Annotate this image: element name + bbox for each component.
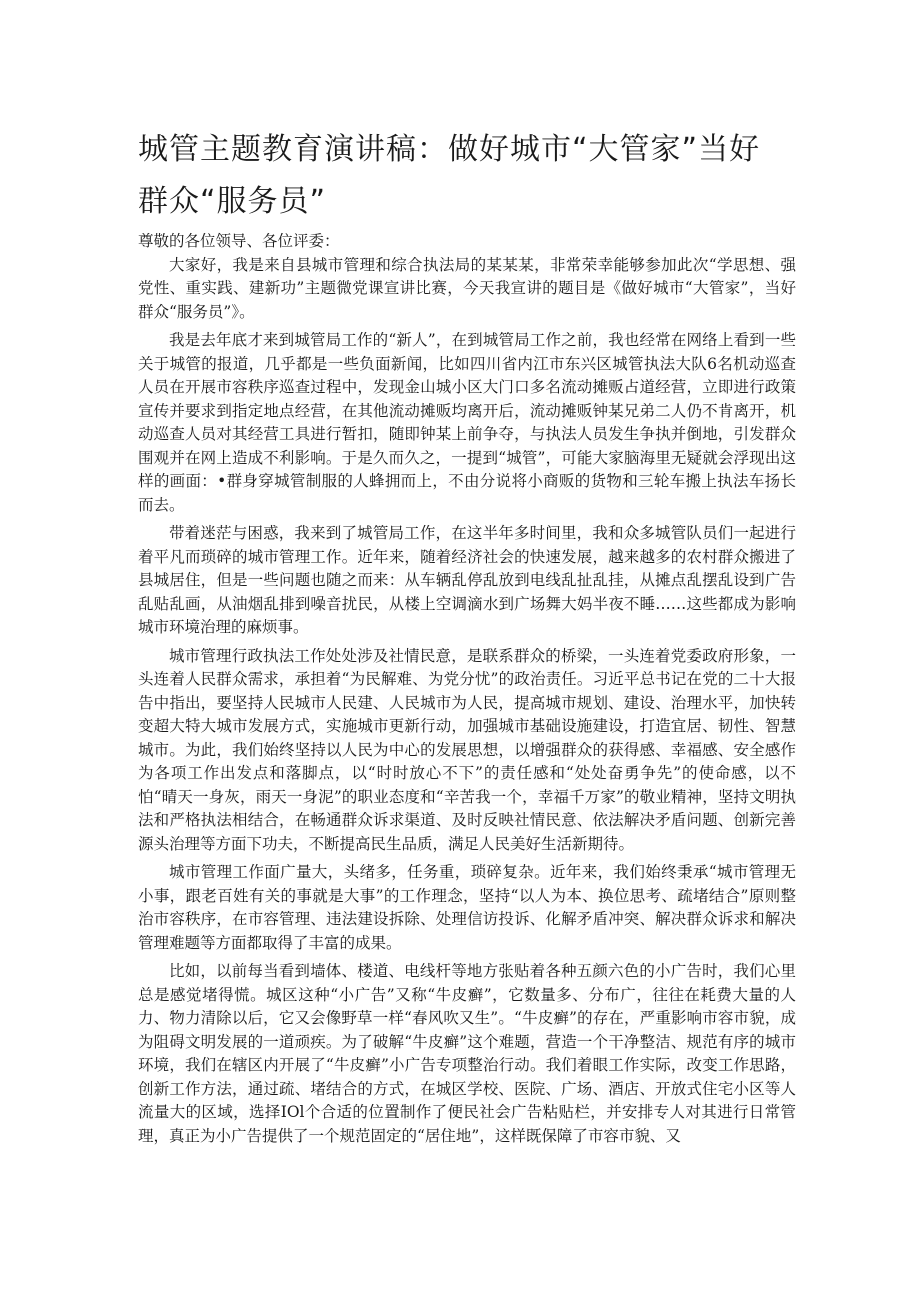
paragraph-work-concept: 城市管理工作面广量大，头绪多，任务重，琐碎复杂。近年来，我们始终秉承“城市管理无小事，跟老百姓有关的事就是大事”的工作理念，坚持“以人为本、换位思考、疏堵结合”原则整治市容秩序，在市容管理、违法建设拆除、处理信访投诉、化解矛盾冲突、解决群众诉求和解决管理难题等方面都取得了丰富的成果。 <box>138 863 796 952</box>
paragraph-example: 比如，以前每当看到墙体、楼道、电线杆等地方张贴着各种五颜六色的小广告时，我们心里总是感觉堵得慌。城区这种“小广告”又称“牛皮癣”，它数量多、分布广，往往在耗费大量的人力、物力清除以后，它又会像野草一样“春风吹又生”。“牛皮癣”的存在，严重影响市容市貌，成为阻碍文明发展的一道顽疾。为了破解“牛皮癣”这个难题，营造一个干净整洁、规范有序的城市环境，我们在辖区内开展了“牛皮癣”小广告专项整治行动。我们着眼工作实际，改变工作思路，创新工作方法，通过疏、堵结合的方式，在城区学校、医院、广场、酒店、开放式住宅小区等人流量大的区域，选择IOl个合适的位置制作了便民社会广告粘贴栏，并安排专人对其进行日常管理，真正为小广告提供了一个规范固定的“居住地”，这样既保障了市容市貌、又 <box>138 962 796 1145</box>
paragraph-background: 我是去年底才来到城管局工作的“新人”，在到城管局工作之前，我也经常在网络上看到一些关于城管的报道，几乎都是一些负面新闻，比如四川省内江市东兴区城管执法大队6名机动巡查人员在开展市容秩序巡查过程中，发现金山城小区大门口多名流动摊贩占道经营，立即进行政策宣传并要求到指定地点经营，在其他流动摊贩均离开后，流动摊贩钟某兄弟二人仍不肯离开，机动巡查人员对其经营工具进行暂扣，随即钟某上前争夺，与执法人员发生争执并倒地，引发群众围观并在网上造成不利影响。于是久而久之，一提到“城管”，可能大家脑海里无疑就会浮现出这样的画面：•群身穿城管制服的人蜂拥而上，不由分说将小商贩的货物和三轮车搬上执法车扬长而去。 <box>138 331 796 514</box>
salutation: 尊敬的各位领导、各位评委： <box>138 232 340 250</box>
paragraph-responsibility: 城市管理行政执法工作处处涉及社情民意，是联系群众的桥梁，一头连着党委政府形象，一头连着人民群众需求，承担着“为民解难、为党分忧”的政治责任。习近平总书记在党的二十大报告中指出，要坚持人民城市人民建、人民城市为人民，提高城市规划、建设、治理水平，加快转变超大特大城市发展方式，实施城市更新行动，加强城市基础设施建设，打造宜居、韧性、智慧城市。为此，我们始终坚持以人民为中心的发展思想，以增强群众的获得感、幸福感、安全感作为各项工作出发点和落脚点，以“时时放心不下”的责任感和“处处奋勇争先”的使命感，以不怕“晴天一身灰，雨天一身泥”的职业态度和“辛苦我一个，幸福千万家”的敬业精神，坚持文明执法和严格执法相结合，在畅通群众诉求渠道、及时反映社情民意、依法解决矛盾问题、创新完善源头治理等方面下功夫，不断提高民生品质，满足人民美好生活新期待。 <box>138 646 796 853</box>
document-body <box>138 230 796 1153</box>
paragraph-opening: 大家好，我是来自县城市管理和综合执法局的某某某，非常荣幸能够参加此次“学思想、强党性、重实践、建新功”主题微党课宣讲比赛，今天我宣讲的题目是《做好城市“大管家”，当好群众“服务员”》。 <box>138 255 796 321</box>
paragraph-problems: 带着迷茫与困惑，我来到了城管局工作，在这半年多时间里，我和众多城管队员们一起进行着平凡而琐碎的城市管理工作。近年来，随着经济社会的快速发展，越来越多的农村群众搬进了县城居住，但是一些问题也随之而来：从车辆乱停乱放到电线乱扯乱挂，从摊点乱摆乱设到广告乱贴乱画，从油烟乱排到噪音扰民，从楼上空调滴水到广场舞大妈半夜不睡……这些都成为影响城市环境治理的麻烦事。 <box>138 524 796 636</box>
document-title: 城管主题教育演讲稿：做好城市“大管家”当好群众“服务员” <box>138 132 761 219</box>
